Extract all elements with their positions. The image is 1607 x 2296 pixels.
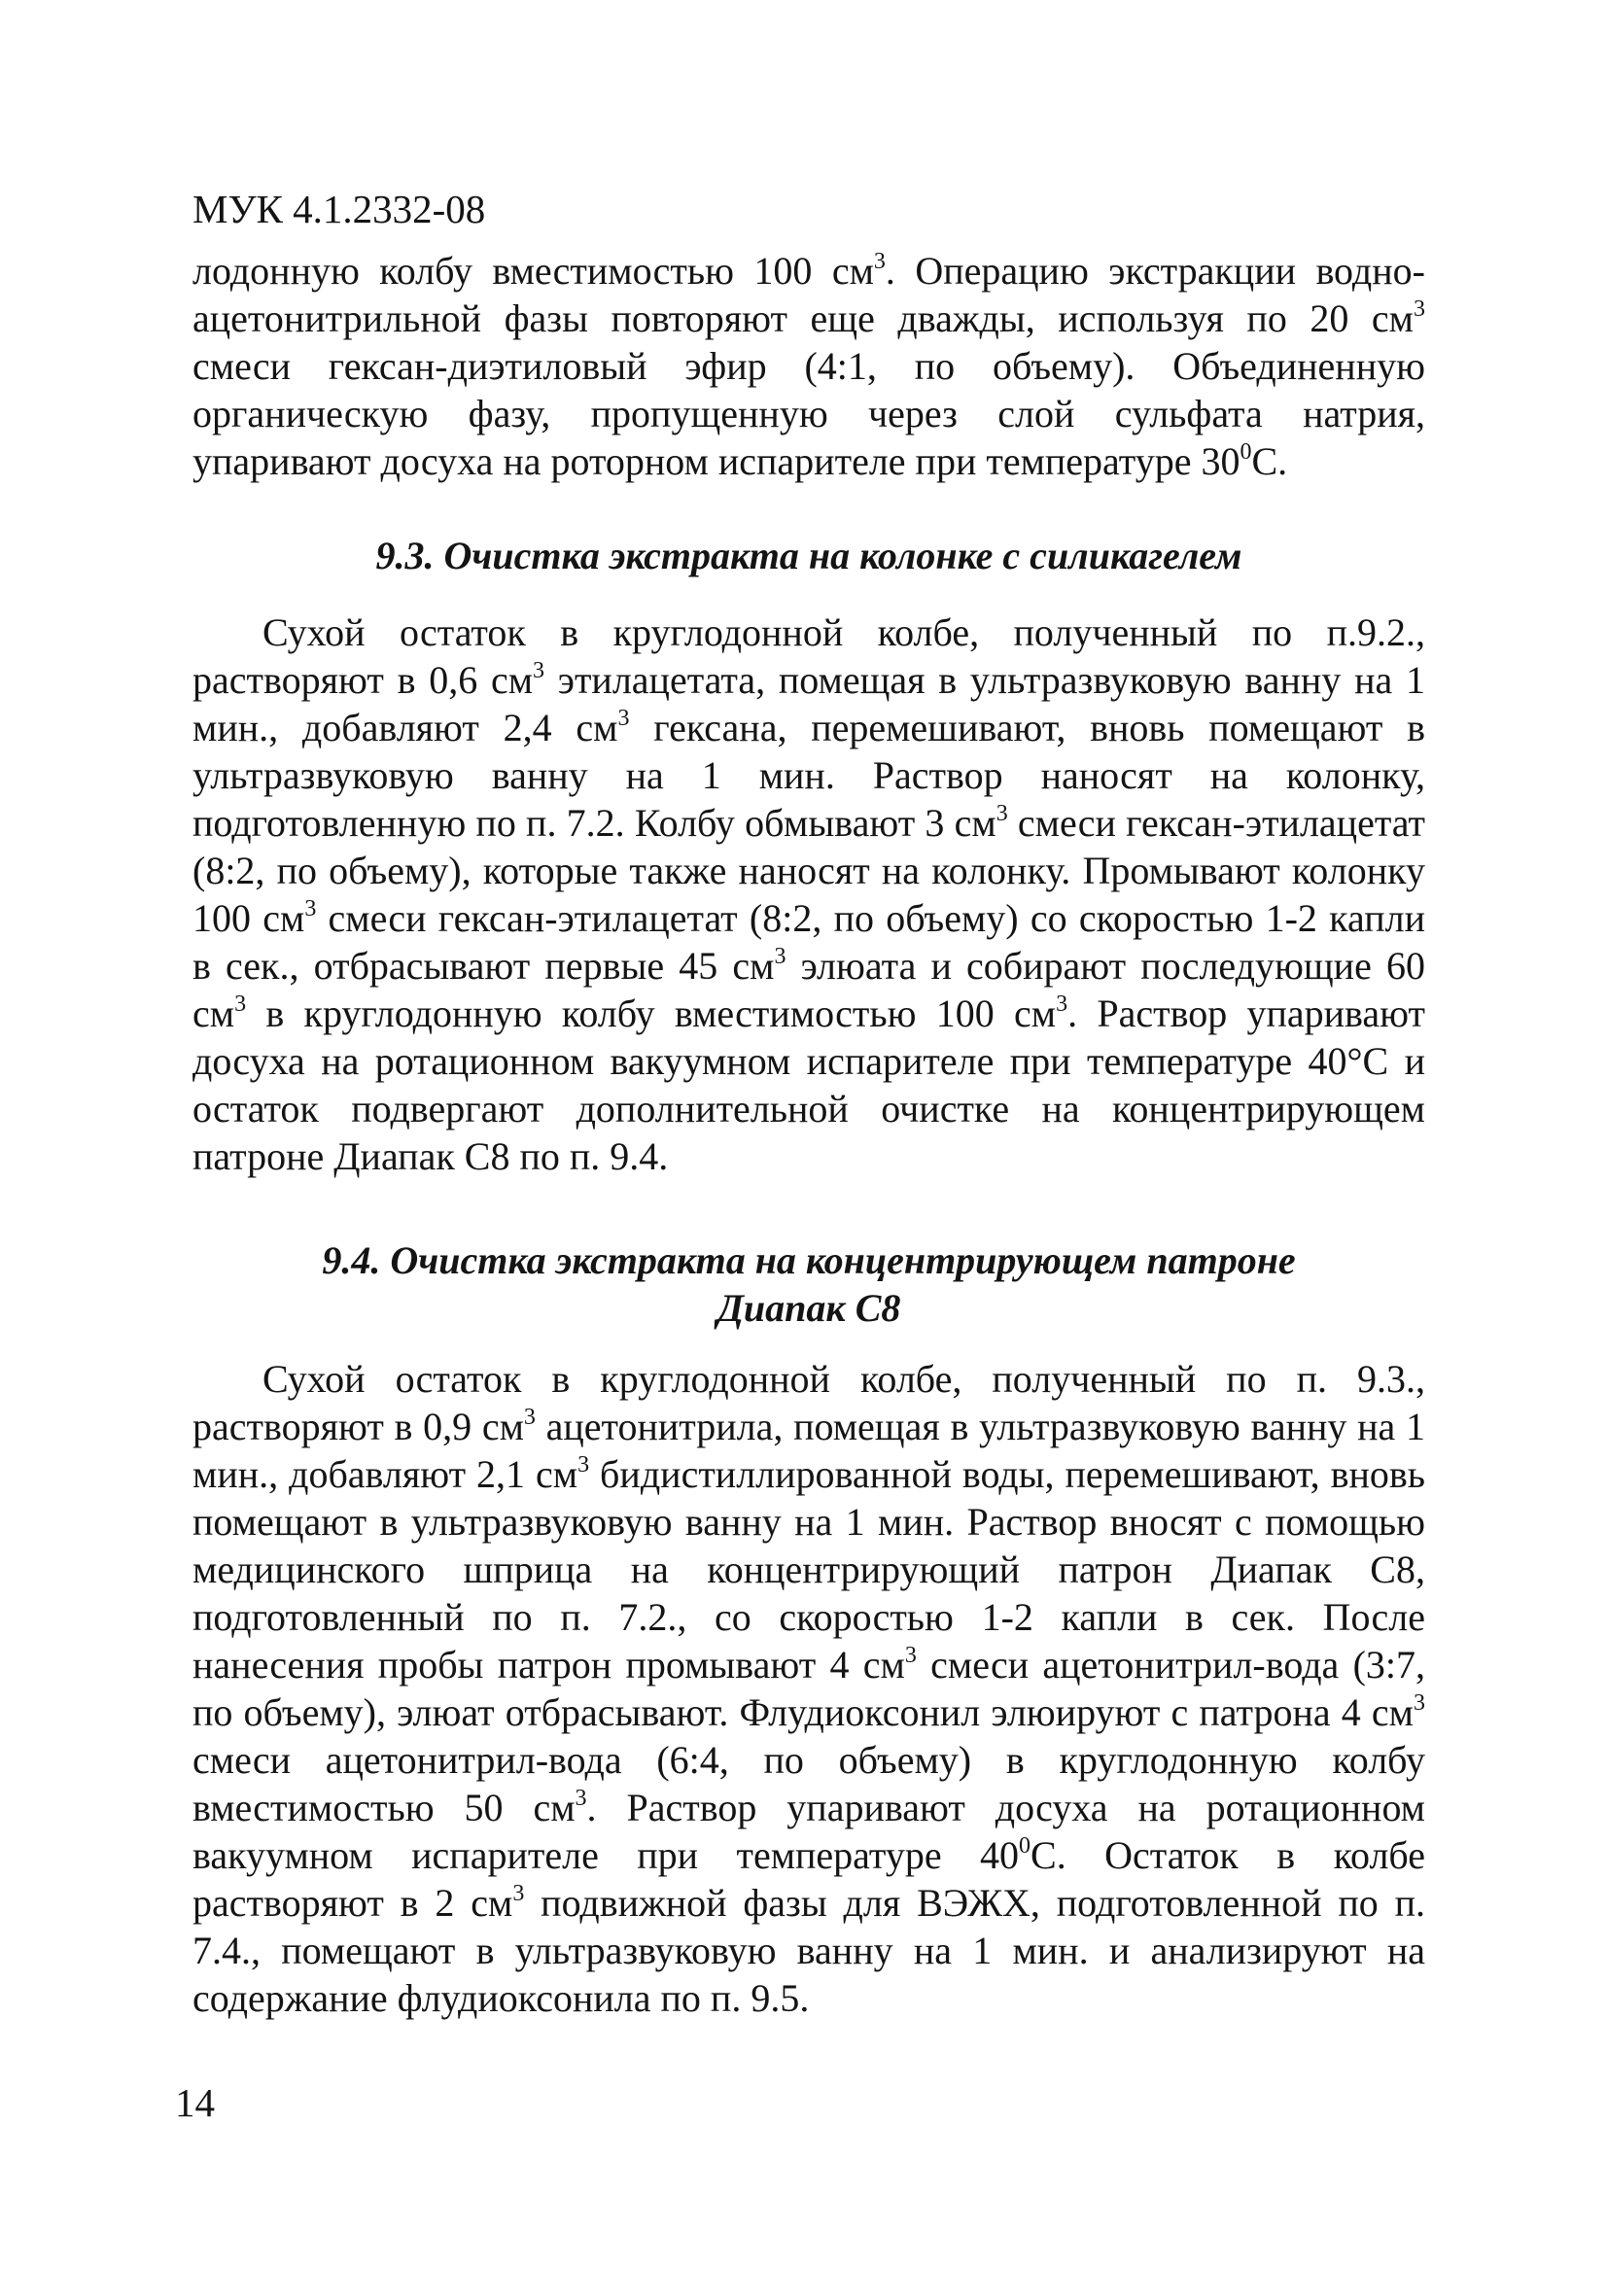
document-code: МУК 4.1.2332-08 xyxy=(192,187,486,231)
superscript: 3 xyxy=(533,658,545,683)
superscript: 3 xyxy=(523,1405,536,1430)
text-run: смеси гексан-этилацетат (8:2, по объему), которые также наносят на колонку. Промывают колонку 100 см xyxy=(192,801,1425,940)
superscript: 3 xyxy=(577,1452,590,1478)
superscript: 3 xyxy=(1414,1690,1425,1716)
page-number: 14 xyxy=(175,2080,215,2125)
superscript: 3 xyxy=(774,944,786,969)
text-run: ацетонитрила, помещая в ультразвуковую ванну на 1 мин., добавляют 2,1 см xyxy=(192,1405,1425,1496)
text-run: гексана, перемешивают, вновь помещают в ультразвуковую ванну на 1 мин. Раствор наносят на колонку, подготовленную по п. 7.2. Колбу обмывают 3 см xyxy=(192,706,1426,845)
superscript: 0 xyxy=(1019,1833,1031,1859)
text-run: смеси ацетонитрил-вода (6:4, по объему) в круглодонную колбу вместимостью 50 см xyxy=(192,1738,1425,1829)
section-9-4-heading-line1: 9.4. Очистка экстракта на концентрирующем патроне xyxy=(322,1238,1296,1282)
text-run: смеси гексан-диэтиловый эфир (4:1, по объему). Объединенную органическую фазу, пропущенную через слой сульфата натрия, упаривают досуха на роторном испарителе при температуре 30 xyxy=(192,344,1425,483)
text-run: Сухой остаток в круглодонной колбе, полученный по п.9.2., растворяют в 0,6 см xyxy=(192,610,1425,702)
superscript: 0 xyxy=(1240,439,1252,465)
text-run: лодонную колбу вместимостью 100 см xyxy=(192,249,874,293)
text-run: подвижной фазы для ВЭЖХ, подготовленной по п. 7.4., помещают в ультразвуковую ванну на 1 мин. и анализируют на содержание флудиоксонила по п. 9.5. xyxy=(192,1881,1425,2020)
text-run: . Операцию экстракции водно-ацетонитрильной фазы повторяют еще дважды, используя по 20 см xyxy=(192,249,1425,340)
section-9-3-paragraph xyxy=(192,609,1425,1180)
text-run: этилацетата, помещая в ультразвуковую ванну на 1 мин., добавляют 2,4 см xyxy=(192,658,1425,749)
text-run: бидистиллированной воды, перемешивают, вновь помещают в ультразвуковую ванну на 1 мин. Раствор вносят с помощью медицинского шприца на концентрирующий патрон Диапак С8, подготовленный по п. 7.2., со скоростью 1-2 капли в сек. После нанесения пробы патрон промывают 4 см xyxy=(192,1452,1425,1687)
intro-paragraph xyxy=(192,247,1425,485)
text-run: элюата и собирают последующие 60 см xyxy=(192,944,1425,1035)
superscript: 3 xyxy=(234,991,247,1017)
text-run: С. Остаток в колбе растворяют в 2 см xyxy=(192,1833,1425,1925)
text-run: . Раствор упаривают досуха на ротационном вакуумном испарителе при температуре 40 xyxy=(192,1786,1425,1877)
section-9-4-paragraph xyxy=(192,1355,1425,2022)
superscript: 3 xyxy=(617,706,630,731)
section-9-4-heading-line2: Диапак С8 xyxy=(716,1286,901,1330)
text-run: Сухой остаток в круглодонной колбе, полученный по п. 9.3., растворяют в 0,9 см xyxy=(192,1357,1425,1448)
superscript: 3 xyxy=(575,1786,587,1811)
superscript: 3 xyxy=(1414,296,1425,322)
document-page xyxy=(192,185,1425,2022)
superscript: 3 xyxy=(996,801,1008,826)
superscript: 3 xyxy=(873,249,886,274)
superscript: 3 xyxy=(304,896,317,922)
superscript: 3 xyxy=(1056,991,1068,1017)
superscript: 3 xyxy=(904,1643,917,1668)
section-9-3-heading: 9.3. Очистка экстракта на колонке с силикагелем xyxy=(375,534,1242,577)
text-run: С. xyxy=(1251,439,1288,483)
text-run: смеси ацетонитрил-вода (3:7, по объему), элюат отбрасывают. Флудиоксонил элюируют с патрона 4 см xyxy=(192,1643,1426,1734)
superscript: 3 xyxy=(512,1881,525,1906)
text-run: смеси гексан-этилацетат (8:2, по объему) со скоростью 1-2 капли в сек., отбрасывают первые 45 см xyxy=(192,896,1425,988)
section-9-4-heading xyxy=(192,1236,1425,1332)
text-run: в круглодонную колбу вместимостью 100 см xyxy=(246,991,1057,1035)
text-run: . Раствор упаривают досуха на ротационном вакуумном испарителе при температуре 40°С и остаток подвергают дополнительной очистке на концентрирующем патроне Диапак С8 по п. 9.4. xyxy=(192,991,1425,1178)
